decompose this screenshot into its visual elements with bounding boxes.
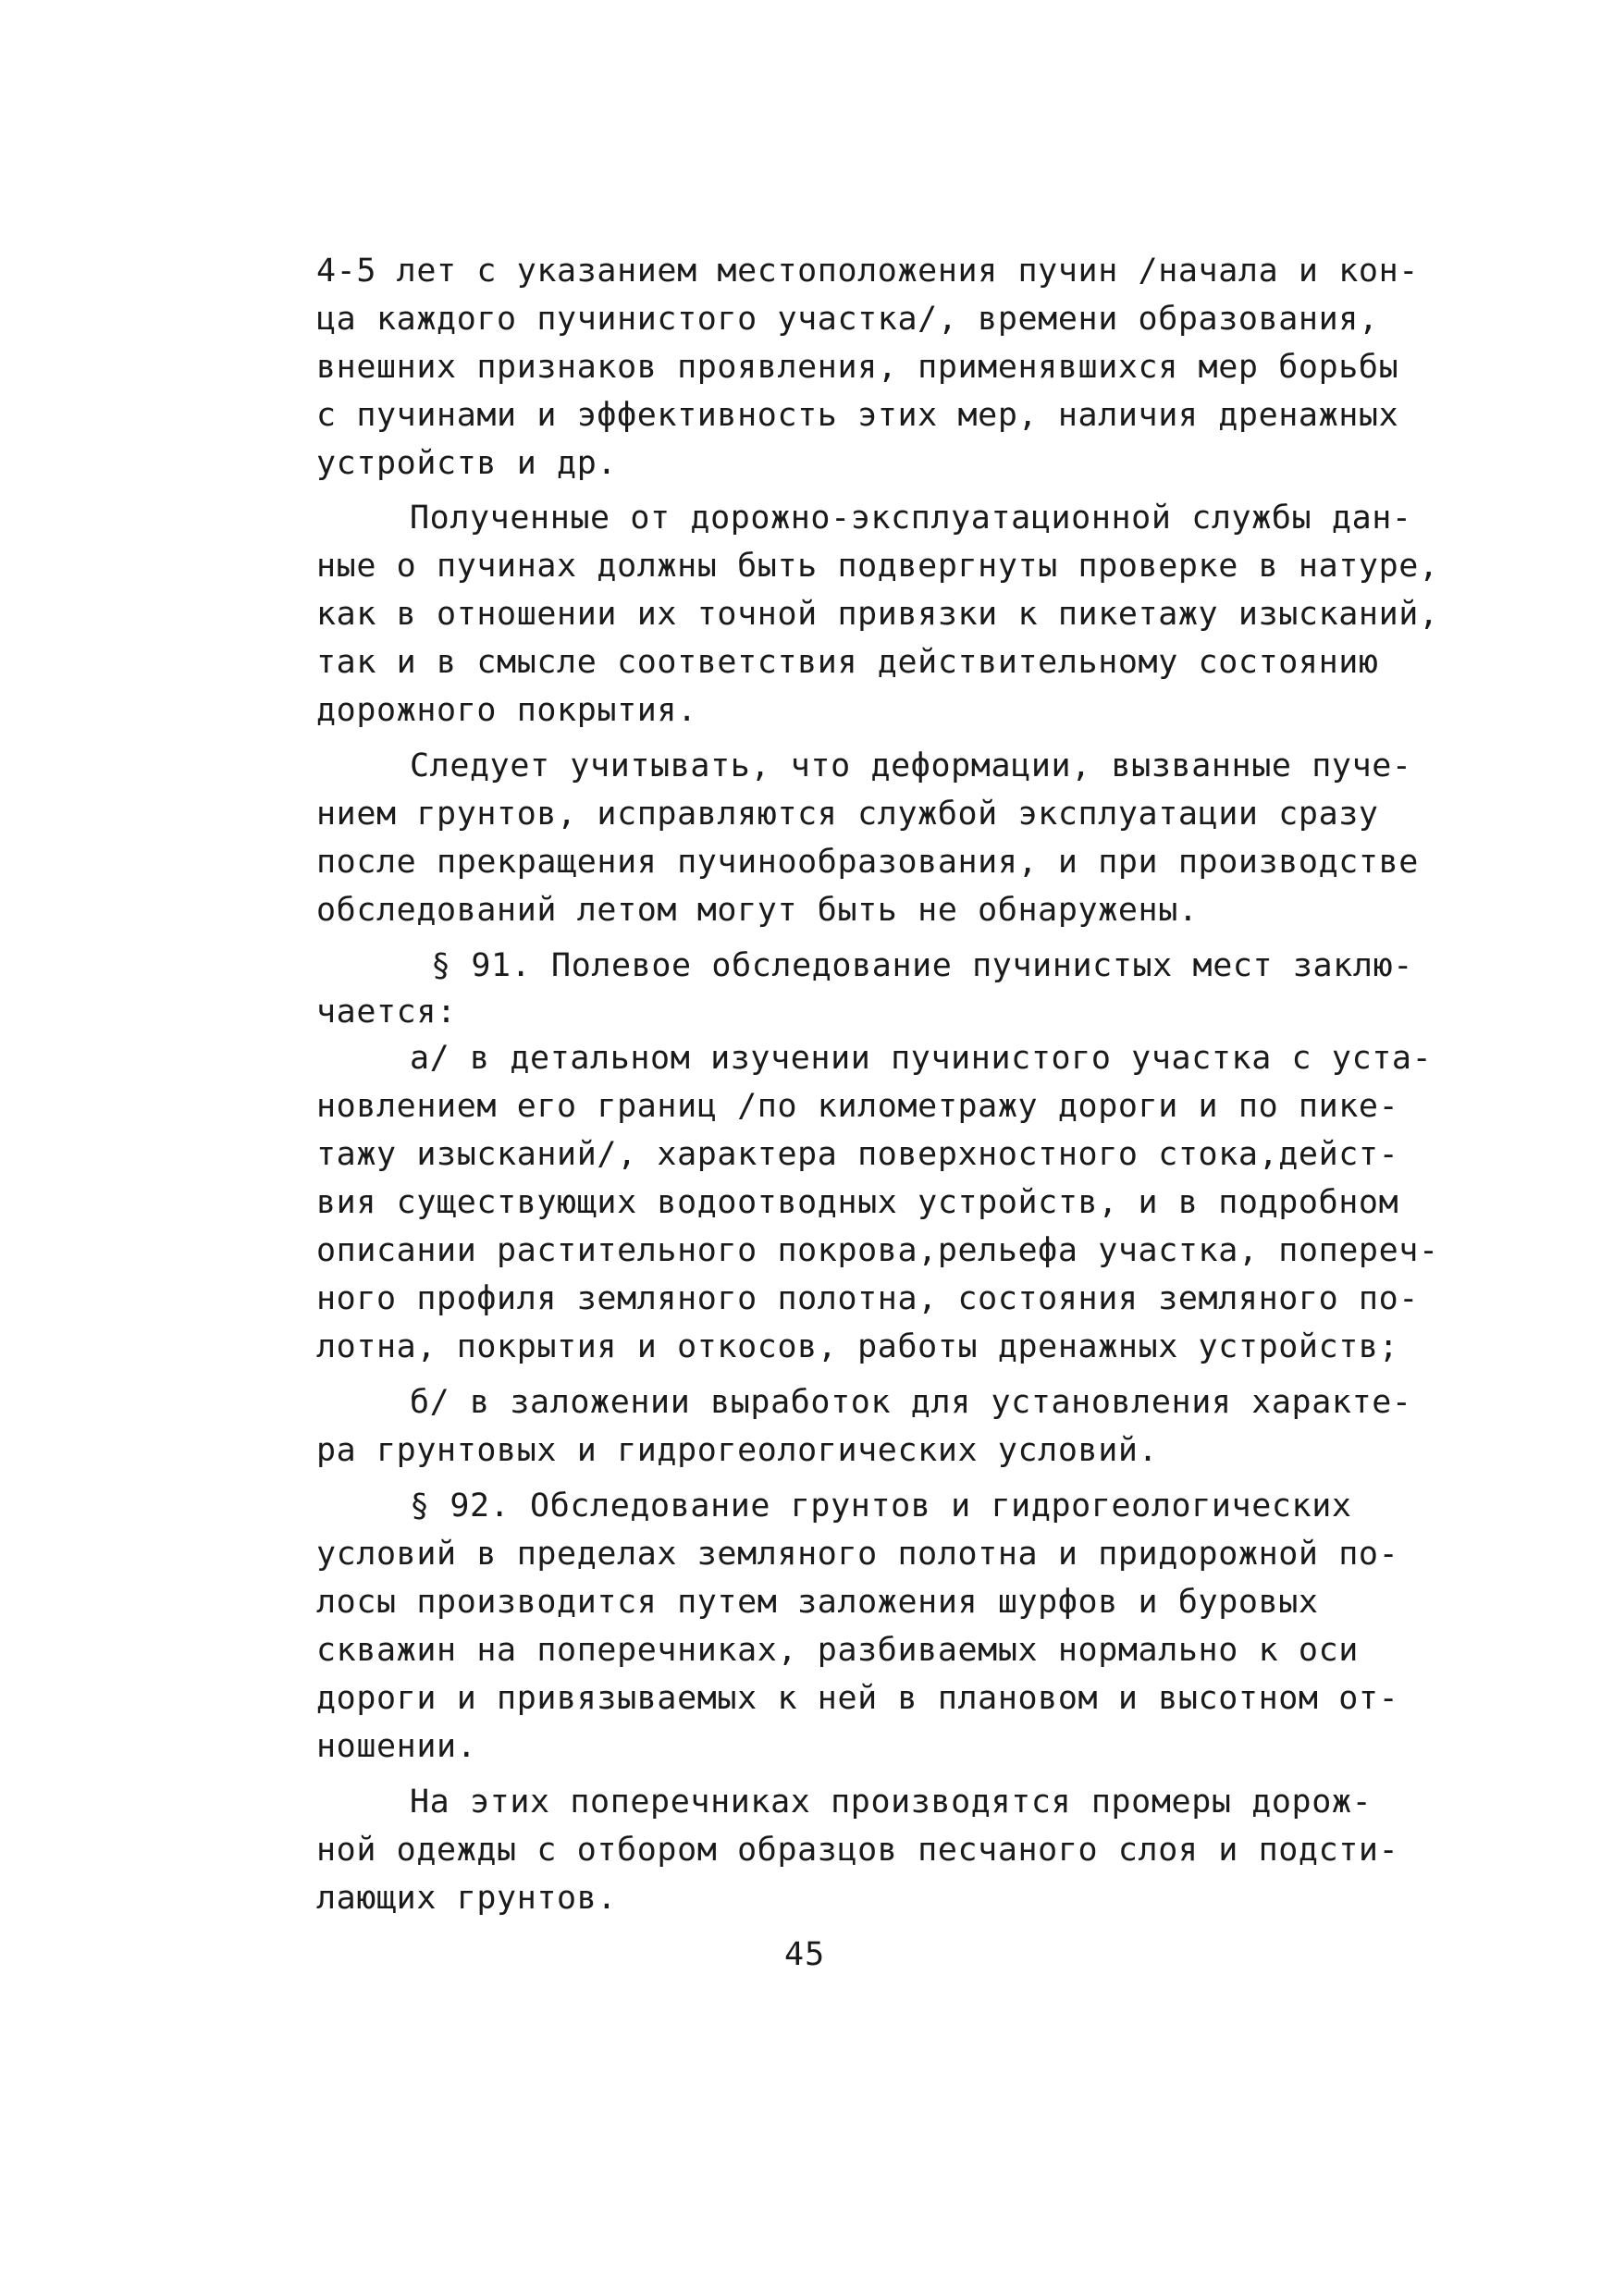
text-line: лающих грунтов. xyxy=(316,1880,618,1917)
text-line: чается: xyxy=(316,994,457,1031)
text-line: ной одежды с отбором образцов песчаного слоя и подсти- xyxy=(316,1832,1399,1869)
text-line: с пучинами и эффективность этих мер, наличия дренажных xyxy=(316,397,1399,434)
text-line: новлением его границ /по километражу дороги и по пике- xyxy=(316,1088,1399,1125)
text-line: лосы производится путем заложения шурфов и буровых xyxy=(316,1584,1319,1621)
text-line: как в отношении их точной привязки к пикетажу изысканий, xyxy=(316,596,1439,633)
text-line: после прекращения пучинообразования, и при производстве xyxy=(316,844,1419,881)
text-line: ца каждого пучинистого участка/, времени образования, xyxy=(316,301,1379,338)
text-line: ра грунтовых и гидрогеологических условий. xyxy=(316,1432,1159,1469)
text-line: скважин на поперечниках, разбиваемых нормально к оси xyxy=(316,1632,1359,1669)
page-number: 45 xyxy=(784,1936,826,1973)
text-line: описании растительного покрова,рельефа участка, попереч- xyxy=(316,1232,1439,1269)
text-line: б/ в заложении выработок для установления характе- xyxy=(410,1384,1412,1421)
text-line: ношении. xyxy=(316,1728,477,1765)
text-line: обследований летом могут быть не обнаружены. xyxy=(316,892,1199,929)
text-line: тажу изысканий/, характера поверхностного стока,дейст- xyxy=(316,1136,1399,1173)
text-line: условий в пределах земляного полотна и придорожной по- xyxy=(316,1536,1399,1573)
text-line: Полученные от дорожно-эксплуатационной службы дан- xyxy=(410,500,1412,537)
text-line: вия существующих водоотводных устройств, и в подробном xyxy=(316,1184,1399,1221)
text-line: внешних признаков проявления, применявшихся мер борьбы xyxy=(316,349,1399,386)
text-line: Следует учитывать, что деформации, вызванные пуче- xyxy=(410,747,1412,784)
text-line: На этих поперечниках производятся промеры дорож- xyxy=(410,1784,1373,1821)
text-line: устройств и др. xyxy=(316,445,618,482)
text-line: так и в смысле соответствия действительному состоянию xyxy=(316,644,1379,681)
text-line: а/ в детальном изучении пучинистого участка с уста- xyxy=(410,1040,1433,1077)
text-line: дороги и привязываемых к ней в плановом и высотном от- xyxy=(316,1680,1399,1717)
text-line: § 91. Полевое обследование пучинистых мест заклю- xyxy=(431,947,1413,984)
text-line: лотна, покрытия и откосов, работы дренажных устройств; xyxy=(316,1328,1399,1365)
text-line: 4-5 лет с указанием местоположения пучин /начала и кон- xyxy=(316,253,1419,290)
text-line: нием грунтов, исправляются службой эксплуатации сразу xyxy=(316,796,1379,833)
text-line: ного профиля земляного полотна, состояния земляного по- xyxy=(316,1280,1419,1317)
text-line: ные о пучинах должны быть подвергнуты проверке в натуре, xyxy=(316,548,1439,585)
text-line: дорожного покрытия. xyxy=(316,692,697,729)
text-line: § 92. Обследование грунтов и гидрогеологических xyxy=(410,1487,1352,1524)
